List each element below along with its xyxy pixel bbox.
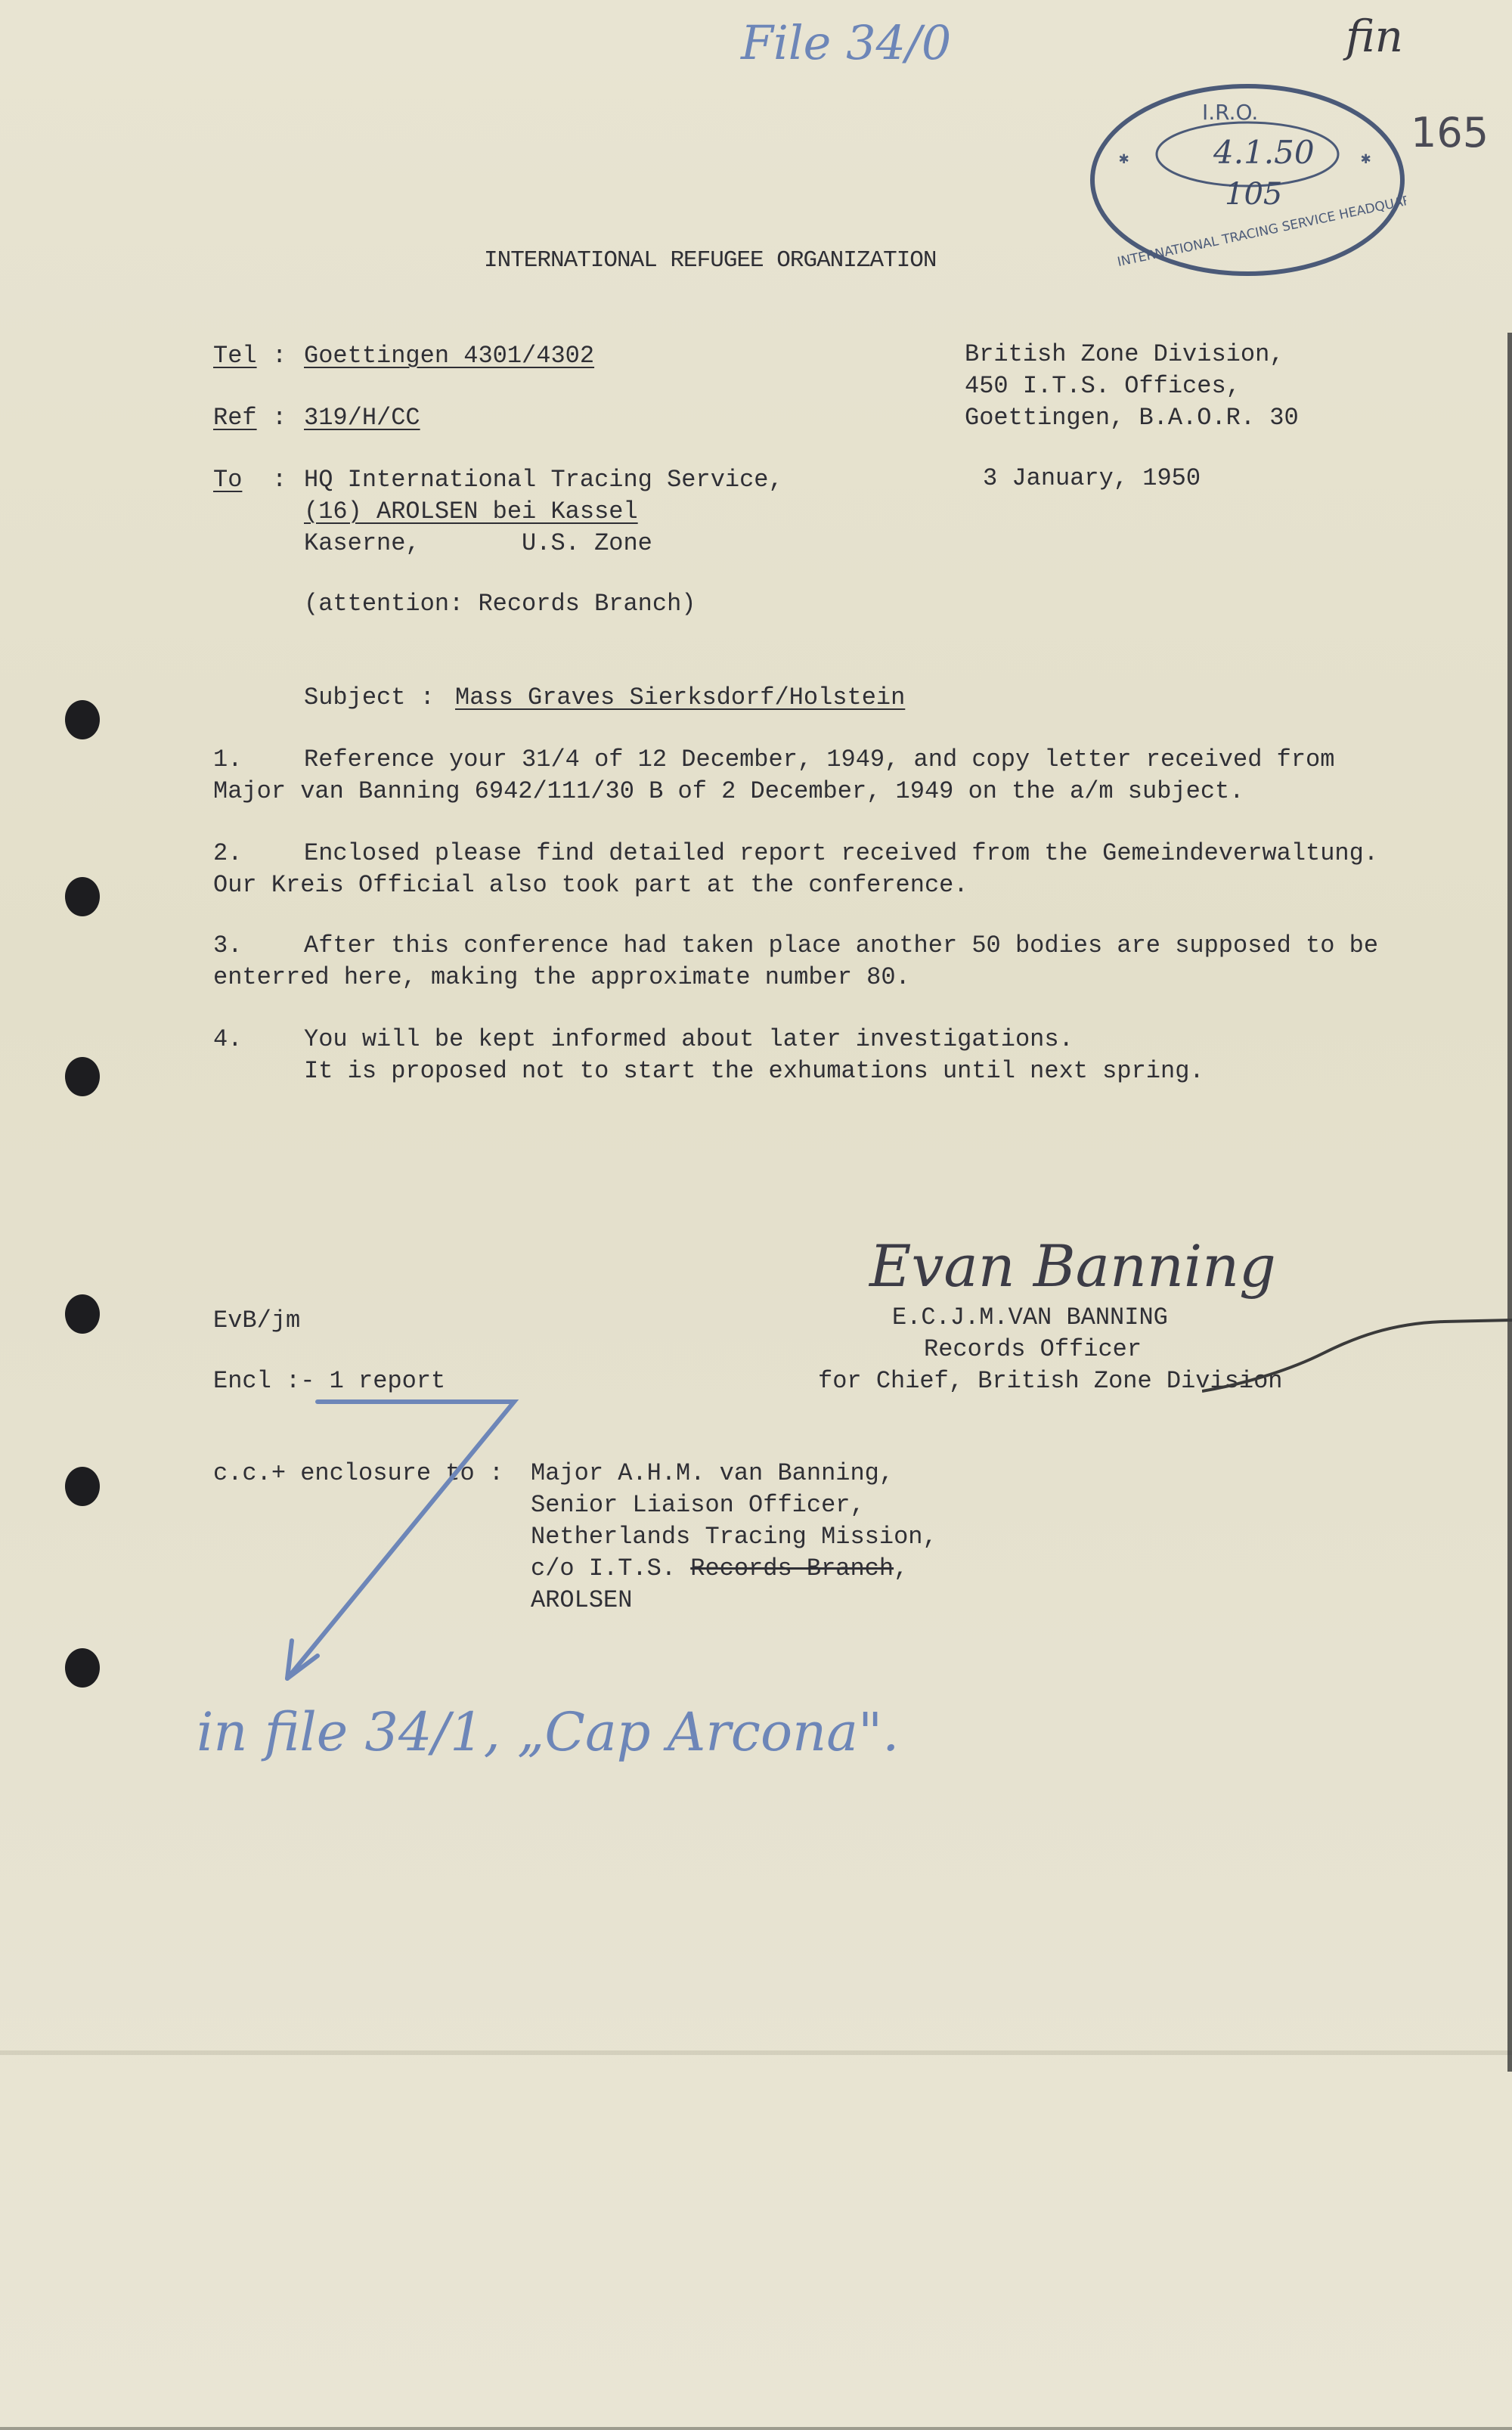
paragraph-2-line-1: Enclosed please find detailed report received from the Gemeindeverwaltung.: [304, 839, 1379, 867]
to-line-3: Kaserne, U.S. Zone: [304, 529, 652, 557]
punch-hole: [65, 700, 100, 739]
file-reference-handwritten: File 34/0: [741, 15, 952, 70]
tel-colon: :: [272, 342, 287, 370]
stamp-number: 105: [1225, 177, 1283, 212]
sender-line-3: Goettingen, B.A.O.R. 30: [965, 404, 1299, 432]
paragraph-2-line-2: Our Kreis Official also took part at the conference.: [213, 871, 968, 899]
paragraph-3-line-2: enterred here, making the approximate number 80.: [213, 963, 910, 991]
sender-line-2: 450 I.T.S. Offices,: [965, 372, 1241, 400]
typist-initials: EvB/jm: [213, 1306, 301, 1334]
to-label: To: [213, 466, 243, 494]
cc-line-5: AROLSEN: [531, 1586, 633, 1614]
punch-hole: [65, 1467, 100, 1506]
signer-title: Records Officer: [924, 1335, 1142, 1363]
to-line-2: (16) AROLSEN bei Kassel: [304, 497, 638, 525]
paragraph-3-line-1: After this conference had taken place another 50 bodies are supposed to be: [304, 931, 1379, 959]
cc-line-4-suffix: ,: [894, 1554, 909, 1582]
paragraph-1-line-2: Major van Banning 6942/111/30 B of 2 December, 1949 on the a/m subject.: [213, 777, 1244, 805]
cc-line-4-prefix: c/o I.T.S.: [531, 1554, 691, 1582]
paragraph-1-line-1: Reference your 31/4 of 12 December, 1949, and copy letter received from: [304, 745, 1335, 773]
ref-colon: :: [272, 404, 287, 432]
enclosure-line: Encl :- 1 report: [213, 1367, 446, 1395]
to-colon: :: [272, 466, 287, 494]
file-note-handwritten: in file 34/1, „Cap Arcona".: [197, 1701, 900, 1763]
punch-hole: [65, 1057, 100, 1096]
sender-line-1: British Zone Division,: [965, 340, 1284, 368]
cc-label: c.c.+ enclosure to :: [213, 1459, 504, 1487]
cc-line-4: [531, 1553, 908, 1585]
pencil-arrow: [272, 1391, 529, 1694]
svg-text:✱: ✱: [1119, 150, 1129, 169]
initials-handwritten: fin: [1346, 11, 1404, 62]
subject-label: Subject :: [304, 683, 435, 711]
stamp-date: 4.1.50: [1213, 134, 1315, 171]
cc-line-3: Netherlands Tracing Mission,: [531, 1523, 937, 1551]
svg-text:✱: ✱: [1361, 150, 1371, 169]
signer-name: E.C.J.M.VAN BANNING: [892, 1303, 1168, 1331]
punch-hole: [65, 1648, 100, 1688]
ref-value: 319/H/CC: [304, 404, 420, 432]
tape-tear-line: [1202, 1300, 1512, 1399]
paragraph-1-number: 1.: [213, 745, 243, 773]
paragraph-3-number: 3.: [213, 931, 243, 959]
page-number: 165: [1411, 109, 1489, 157]
handwritten-signature: Evan Banning: [869, 1232, 1276, 1300]
stamp-org: I.R.O.: [1202, 100, 1259, 125]
to-line-1: HQ International Tracing Service,: [304, 466, 783, 494]
iro-received-stamp: [1089, 82, 1406, 278]
tel-value: Goettingen 4301/4302: [304, 342, 595, 370]
cc-line-2: Senior Liaison Officer,: [531, 1491, 865, 1519]
paper-fold: [0, 2050, 1512, 2055]
attention-line: (attention: Records Branch): [304, 590, 696, 618]
paragraph-4-number: 4.: [213, 1025, 243, 1053]
ref-label: Ref: [213, 404, 257, 432]
signer-for-line: for Chief, British Zone Division: [818, 1367, 1283, 1395]
letter-date: 3 January, 1950: [983, 464, 1201, 492]
page-edge-shadow: [1507, 333, 1512, 2072]
paragraph-4-line-2: It is proposed not to start the exhumations until next spring.: [304, 1057, 1204, 1085]
paragraph-4-line-1: You will be kept informed about later investigations.: [304, 1025, 1074, 1053]
punch-hole: [65, 877, 100, 916]
organization-heading: INTERNATIONAL REFUGEE ORGANIZATION: [484, 247, 937, 274]
paragraph-2-number: 2.: [213, 839, 243, 867]
cc-line-1: Major A.H.M. van Banning,: [531, 1459, 894, 1487]
punch-hole: [65, 1294, 100, 1334]
subject-value: Mass Graves Sierksdorf/Holstein: [455, 683, 906, 711]
tel-label: Tel: [213, 342, 257, 370]
stamp-ring-text: INTERNATIONAL TRACING SERVICE HEADQUARTERS: [1116, 186, 1406, 271]
page-bottom-edge: [0, 2427, 1512, 2430]
cc-line-4-struck: Records Branch: [690, 1554, 894, 1582]
